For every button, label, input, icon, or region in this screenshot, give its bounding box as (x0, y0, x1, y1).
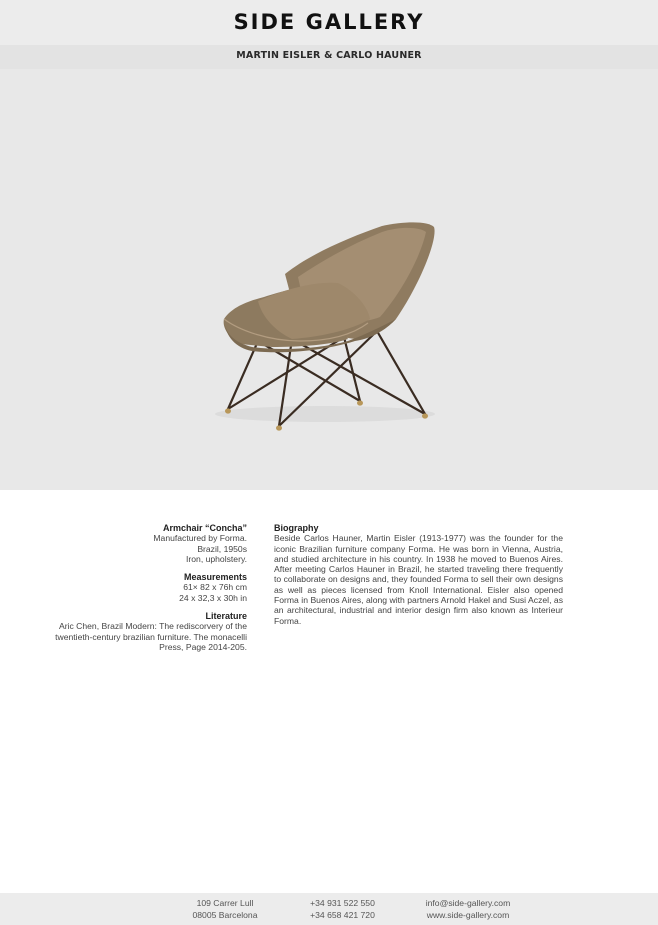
measurement-line: 61× 82 x 76h cm (183, 582, 247, 593)
phone-link[interactable]: +34 658 421 720 (310, 909, 375, 920)
literature-line: Press, Page 2014-205. (159, 641, 247, 652)
product-photo (0, 69, 658, 490)
product-title: Armchair “Concha” (162, 523, 247, 533)
detail-line: Brazil, 1950s (197, 543, 247, 554)
armchair-photo (0, 69, 658, 490)
designer-name: MARTIN EISLER & CARLO HAUNER (236, 50, 422, 61)
biography-section (274, 523, 563, 626)
website-link[interactable]: www.side-gallery.com (426, 909, 510, 920)
measurements-heading: Measurements (183, 572, 247, 583)
literature-heading: Literature (205, 611, 247, 622)
brand-logo: SIDE GALLERY (233, 10, 425, 34)
product-details (20, 523, 247, 652)
footer-contact (412, 898, 524, 921)
detail-line: Iron, upholstery. (186, 553, 247, 564)
address-line: 08005 Barcelona (192, 909, 258, 920)
footer-phones (290, 898, 395, 921)
literature-line: twentieth-century brazilian furniture. The monacelli (55, 631, 247, 642)
measurement-line: 24 x 32,3 x 30h in (179, 592, 247, 603)
email-link[interactable]: info@side-gallery.com (425, 898, 511, 908)
literature-line: Aric Chen, Brazil Modern: The rediscorvery of the (58, 621, 247, 632)
address-line: 109 Carrer Lull (196, 898, 254, 908)
biography-heading: Biography (274, 523, 319, 533)
phone-link[interactable]: +34 931 522 550 (310, 898, 375, 908)
biography-text: Beside Carlos Hauner, Martin Eisler (1913-1977) was the founder for the iconic Brazilian furniture company Forma. He was born in Vienna, Austria, and studied architecture in his country. In 1938 he moved to Buenos Aires. After meeting Carlos Hauner in Brazil, he started traveling there frequently to collaborate on designs and, they founded Forma to sell their own designs as well as pieces licensed from Knoll International. Eisler also opened Forma in Buenos Aires, along with partners Arnold Hakel and Susi Aczel, as an architectural, industrial and interior design firm also known as Interieur Forma. (274, 533, 563, 626)
detail-line: Manufactured by Forma. (153, 533, 247, 544)
footer (0, 893, 658, 925)
footer-address (175, 898, 275, 921)
